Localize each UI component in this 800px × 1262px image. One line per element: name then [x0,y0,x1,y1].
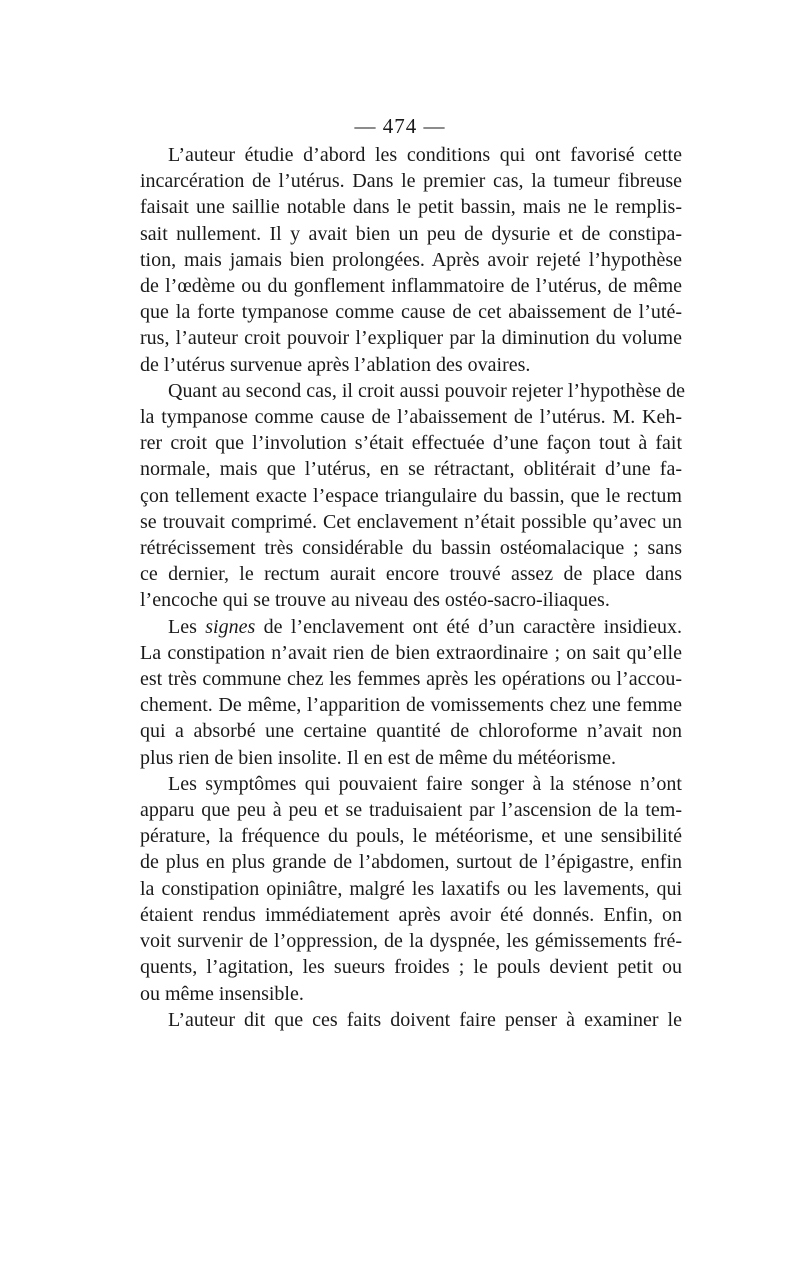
text-line: plus rien de bien insolite. Il en est de même du météorisme. [140,746,616,769]
text-line: çon tellement exacte l’espace triangulaire du bassin, que le rectum [140,484,682,507]
page-number: — 474 — [354,114,446,138]
text-line: se trouvait comprimé. Cet enclavement n’était possible qu’avec un [140,510,682,533]
paragraph-1 [112,142,682,378]
text-line: faisait une saillie notable dans le petit bassin, mais ne le remplis- [140,196,682,219]
text-line: la constipation opiniâtre, malgré les laxatifs ou les lavements, qui [140,877,682,900]
text-line: quents, l’agitation, les sueurs froides ; le pouls devient petit ou [140,956,682,979]
body-text [112,142,686,1033]
text-line: incarcération de l’utérus. Dans le premier cas, la tumeur fibreuse [140,170,682,193]
text-line: rer croit que l’involution s’était effectuée d’une façon tout à fait [140,432,682,455]
text-line: L’auteur étudie d’abord les conditions qui ont favorisé cette [168,144,682,166]
text-line: est très commune chez les femmes après les opérations ou l’accou- [140,668,682,691]
text-line: ou même insensible. [140,982,304,1005]
text-line: chement. De même, l’apparition de vomissements chez une femme [140,694,682,717]
paragraph-2 [112,378,686,614]
paragraph-4 [112,771,682,1007]
text-line: Quant au second cas, il croit aussi pouvoir rejeter l’hypothèse de [168,379,686,402]
text-line: L’auteur dit que ces faits doivent faire penser à examiner le [168,1008,682,1031]
text-line: voit survenir de l’oppression, de la dyspnée, les gémissements fré- [140,930,682,953]
text-line: normale, mais que l’utérus, en se rétractant, oblitérait d’une fa- [140,458,682,481]
text-line: l’encoche qui se trouve au niveau des ostéo-sacro-iliaques. [140,589,610,612]
text-line: de l’œdème ou du gonflement inflammatoire de l’utérus, de même [140,275,682,298]
text-line: de l’utérus survenue après l’ablation des ovaires. [140,353,531,376]
text-line: ce dernier, le rectum aurait encore trouvé assez de place dans [140,563,682,586]
paragraph-5 [112,1007,682,1033]
text-line [112,614,682,640]
text-line: pérature, la fréquence du pouls, le météorisme, et une sensibilité [140,825,682,848]
text-line: rétrécissement très considérable du bassin ostéomalacique ; sans [140,537,682,560]
text-line: que la forte tympanose comme cause de cet abaissement de l’uté- [140,301,682,324]
text-line: sait nullement. Il y avait bien un peu de dysurie et de constipa- [140,222,682,245]
paragraph-3 [112,614,682,771]
text-line: apparu que peu à peu et se traduisaient par l’ascension de la tem- [140,799,682,822]
text-line: de plus en plus grande de l’abdomen, surtout de l’épigastre, enfin [140,851,682,874]
text-line: étaient rendus immédiatement après avoir été donnés. Enfin, on [140,903,682,926]
text-fragment: Les [168,615,206,638]
text-fragment: de l’enclavement ont été d’un caractère insidieux. [255,615,682,638]
italic-term: signes [205,615,256,638]
text-line: qui a absorbé une certaine quantité de chloroforme n’avait non [140,720,682,743]
text-line: rus, l’auteur croit pouvoir l’expliquer par la diminution du volume [140,327,682,350]
text-line: la tympanose comme cause de l’abaissement de l’utérus. M. Keh- [140,406,682,429]
text-line: tion, mais jamais bien prolongées. Après avoir rejeté l’hypothèse [140,248,682,271]
text-line: La constipation n’avait rien de bien extraordinaire ; on sait qu’elle [140,641,682,664]
text-line: Les symptômes qui pouvaient faire songer à la sténose n’ont [168,772,682,795]
